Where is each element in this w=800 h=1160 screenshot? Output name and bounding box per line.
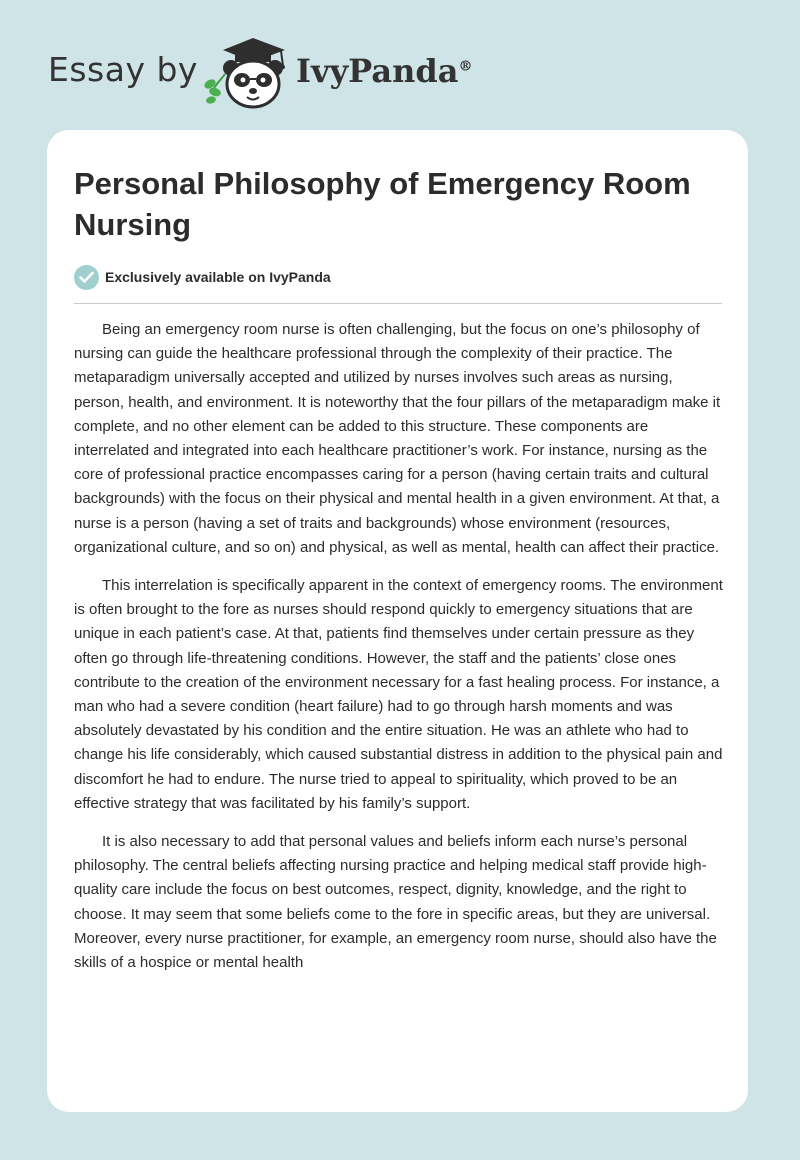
essay-body xyxy=(74,318,724,989)
check-circle-icon xyxy=(74,265,99,290)
paragraph: It is also necessary to add that personal values and beliefs inform each nurse’s personal philosophy. The central beliefs affecting nursing practice and helping medical staff provide high-quality care include the focus on best outcomes, respect, dignity, knowledge, and the right to choose. It may seem that some beliefs come to the fore in specific areas, but they are universal. Moreover, every nurse practitioner, for example, an emergency room nurse, should also have the skills of a hospice or mental health xyxy=(74,833,717,972)
divider xyxy=(74,303,722,304)
essay-title: Personal Philosophy of Emergency Room Nursing xyxy=(74,166,691,242)
essay-card xyxy=(47,130,748,1112)
paragraph: This interrelation is specifically apparent in the context of emergency rooms. The environment is often brought to the fore as nurses should respond quickly to emergency situations that are unique in each patient’s case. At that, patients find themselves under certain pressure as they often go through life-threatening conditions. However, the staff and the patients’ close ones contribute to the creation of the environment necessary for a fast healing process. For instance, a man who had a severe condition (heart failure) had to go through harsh moments and was absolutely devastated by his condition and the entire situation. He was an athlete who had to change his life considerably, which caused substantial distress in addition to the physical pain and discomfort he had to endure. The nurse tried to appeal to spirituality, which proved to be an effective strategy that was facilitated by his family’s support. xyxy=(74,577,723,812)
registered-mark: ® xyxy=(458,58,473,75)
paragraph: Being an emergency room nurse is often challenging, but the focus on one’s philosophy of nursing can guide the healthcare professional through the complexity of their practice. The metaparadigm universally accepted and utilized by nurses involves such areas as nursing, person, health, and environment. It is noteworthy that the four pillars of the metaparadigm make it complete, and no other element can be added to this structure. These components are interrelated and integrated into each healthcare practitioner’s work. For instance, nursing as the core of professional practice encompasses caring for a person (having certain traits and cultural backgrounds) with the focus on their physical and mental health in a given environment. At that, a nurse is a person (having a set of traits and backgrounds) whose environment (resources, organizational culture, and so on) and physical, as well as mental, health can affect their practice. xyxy=(74,321,721,556)
panda-logo-icon[interactable] xyxy=(201,34,293,110)
brand-name[interactable]: IvyPanda® xyxy=(296,52,473,90)
exclusive-label: Exclusively available on IvyPanda xyxy=(105,269,331,285)
site-header xyxy=(48,30,748,110)
essay-by-label: Essay by xyxy=(48,50,198,89)
exclusive-badge xyxy=(74,264,331,290)
